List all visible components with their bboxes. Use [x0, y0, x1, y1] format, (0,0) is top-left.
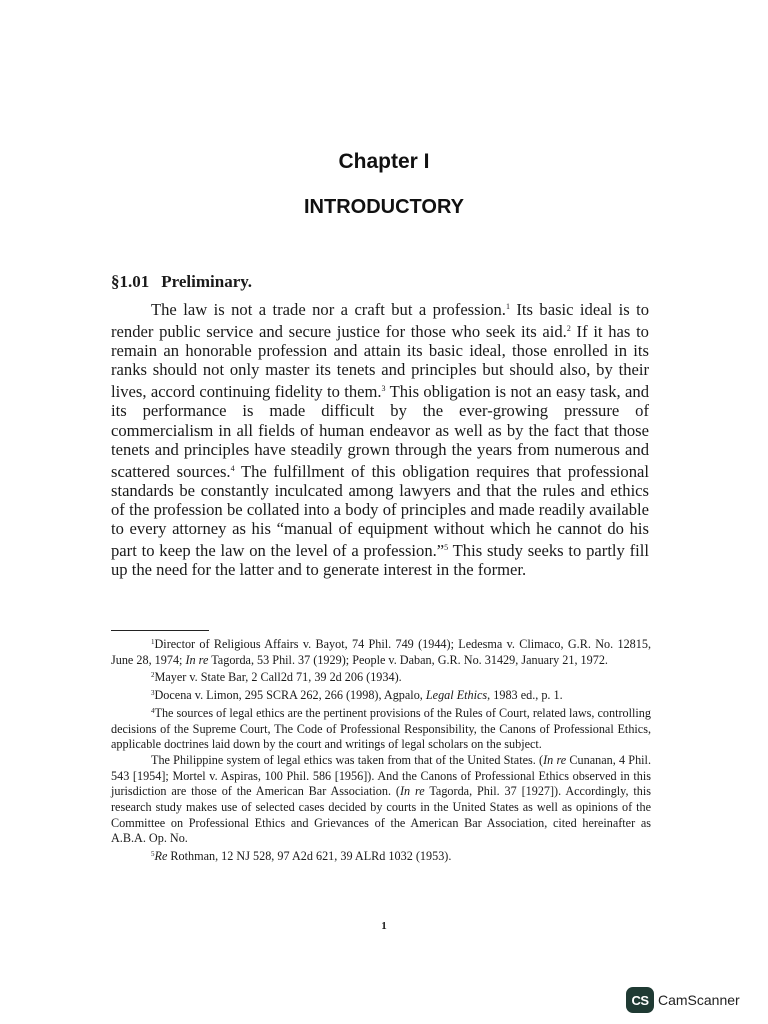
footnote-5 — [111, 847, 651, 865]
body-sentence-5: The fulfillment of this obligation requires that professional standards be constantly inculcated among lawyers and that the rules and ethics of the profession be collated into a body of principles and made readily available to every attorney as his “manual of equipment without which he cannot do his part to keep the law on the level of a profession.” — [111, 461, 649, 561]
footnote-divider — [111, 630, 209, 631]
footnotes — [111, 635, 651, 865]
footnote-4-mark: 4 — [151, 706, 155, 715]
footnote-3-mark: 3 — [151, 689, 155, 698]
footnote-1 — [111, 635, 651, 668]
footnote-4b-in-re-1: In re — [543, 752, 567, 767]
section-number: §1.01 — [111, 272, 150, 291]
footnote-3 — [111, 686, 651, 704]
body-sentence-1: The law is not a trade nor a craft but a profession. — [151, 300, 506, 319]
footnote-1-in-re: In re — [185, 652, 209, 667]
footnote-1-mark: 1 — [151, 638, 155, 646]
body-sentence-3: If it has to remain an honorable profession and attain its basic ideal, those enrolled in its ranks should not only master its tenets and principles but should also, by their lives, accord continuing fidelity to them. — [111, 322, 649, 402]
section-heading — [111, 272, 252, 292]
footnote-4b-in-re-2: In re — [399, 784, 425, 799]
footnote-4 — [111, 704, 651, 753]
footnote-5-re: Re — [154, 849, 168, 864]
body-sentence-6: This study seeks to partly fill up the need for the latter and to generate interest in the former. — [111, 541, 649, 580]
footnote-4-text: The sources of legal ethics are the pertinent provisions of the Rules of Court, related laws, controlling decisions of the Supreme Court, The Code of Professional Responsibility, the Canons of Professional Ethics, applicable doctrines laid down by the court and writings of legal scholars on the subject. — [111, 705, 651, 752]
body-paragraph — [111, 297, 649, 579]
page-number: 1 — [381, 920, 387, 932]
body-sentence-2: Its basic ideal is to render public service and secure justice for those who seek its aid. — [111, 300, 650, 342]
footnote-3-text-a: Docena v. Limon, 295 SCRA 262, 266 (1998), Agpalo, — [154, 688, 426, 703]
footnote-2-mark: 2 — [151, 671, 155, 680]
footnote-ref-4: 4 — [230, 463, 235, 473]
footnote-ref-2: 2 — [566, 324, 571, 334]
footnote-1-text-b: Tagorda, 53 Phil. 37 (1929); People v. Daban, G.R. No. 31429, January 21, 1972. — [208, 652, 608, 667]
chapter-title: Chapter I — [338, 150, 430, 173]
footnote-3-text-b: , 1983 ed., p. 1. — [487, 688, 563, 703]
footnote-2 — [111, 668, 651, 686]
footnote-4b-text-b: Cunanan, 4 Phil. 543 [1954]; Mortel v. Aspiras, 100 Phil. 586 [1956]). And the Canons of Professional Ethics observed in this jurisdiction are those of the American Bar Association. ( — [111, 752, 651, 799]
footnote-2-text: Mayer v. State Bar, 2 Call2d 71, 39 2d 206 (1934). — [154, 670, 402, 685]
chapter-subtitle: INTRODUCTORY — [304, 196, 464, 218]
body-sentence-4: This obligation is not an easy task, and its performance is made difficult by the ever-growing pressure of commercialism in all fields of human endeavor as well as by the fact that those tenets and principles have steadily grown through the years from numerous and scattered sources. — [111, 382, 650, 481]
camscanner-logo-icon: CS — [626, 987, 654, 1013]
footnote-ref-3: 3 — [381, 384, 386, 394]
footnote-1-text-a: Director of Religious Affairs v. Bayot, 74 Phil. 749 (1944); Ledesma v. Climaco, G.R. No. 12815, June 28, 1974; — [111, 637, 651, 667]
footnote-ref-1: 1 — [505, 302, 510, 311]
footnote-5-text: Rothman, 12 NJ 528, 97 A2d 621, 39 ALRd 1032 (1953). — [167, 849, 452, 864]
footnote-4b-text-a: The Philippine system of legal ethics was taken from that of the United States. ( — [151, 752, 544, 767]
footnote-ref-5: 5 — [444, 543, 449, 553]
camscanner-watermark — [626, 987, 740, 1013]
camscanner-name: CamScanner — [658, 992, 740, 1008]
footnote-4b-text-c: Tagorda, Phil. 37 [1927]). Accordingly, this research study makes use of selected cases decided by courts in the United States as well as opinions of the Committee on Professional Ethics and Grievances of the American Bar Association, cited hereinafter as A.B.A. Op. No. — [111, 784, 651, 846]
footnote-4-continued — [111, 753, 651, 847]
footnote-3-italic: Legal Ethics — [425, 688, 488, 703]
footnote-5-mark: 5 — [151, 850, 155, 859]
section-title: Preliminary. — [161, 272, 253, 291]
